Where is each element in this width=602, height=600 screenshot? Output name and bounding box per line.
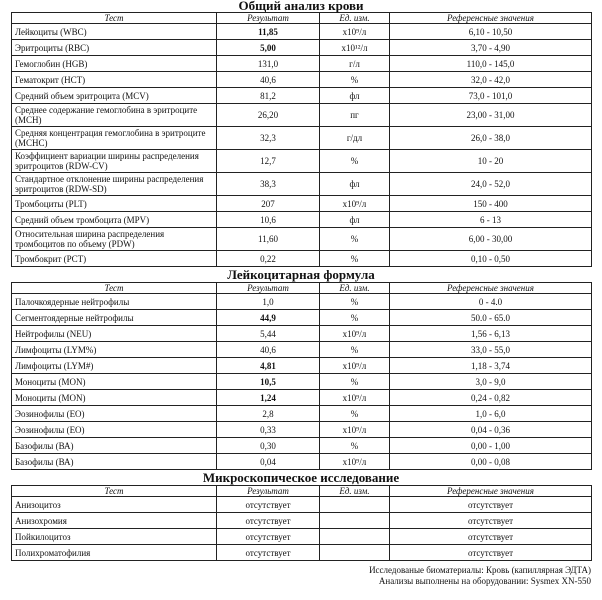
reference-cell: 3,0 - 9,0	[390, 374, 592, 390]
footer-notes	[369, 565, 591, 587]
reference-cell: 1,18 - 3,74	[390, 358, 592, 374]
test-name-cell: Коэффициент вариации ширины распределения эритроцитов (RDW-CV)	[12, 150, 217, 173]
result-cell: 32,3	[217, 127, 320, 150]
unit-cell: пг	[320, 104, 390, 127]
table-row	[12, 212, 592, 228]
table-row	[12, 529, 592, 545]
reference-cell: 10 - 20	[390, 150, 592, 173]
reference-cell: 0,00 - 0,08	[390, 454, 592, 470]
unit-cell: %	[320, 310, 390, 326]
result-cell: 11,85	[217, 24, 320, 40]
unit-cell: фл	[320, 88, 390, 104]
reference-cell: 3,70 - 4,90	[390, 40, 592, 56]
table-row	[12, 497, 592, 513]
reference-cell: отсутствует	[390, 529, 592, 545]
reference-cell: 0,24 - 0,82	[390, 390, 592, 406]
unit-cell: x10⁹/л	[320, 358, 390, 374]
result-cell: 131,0	[217, 56, 320, 72]
unit-cell: x10⁹/л	[320, 422, 390, 438]
reference-cell: отсутствует	[390, 497, 592, 513]
test-name-cell: Моноциты (MON)	[12, 374, 217, 390]
result-cell: 10,6	[217, 212, 320, 228]
test-name-cell: Анизоцитоз	[12, 497, 217, 513]
test-name-cell: Среднее содержание гемоглобина в эритроците (MCH)	[12, 104, 217, 127]
result-cell: 4,81	[217, 358, 320, 374]
table-header-row	[12, 283, 592, 294]
reference-cell: 1,56 - 6,13	[390, 326, 592, 342]
test-name-cell: Сегментоядерные нейтрофилы	[12, 310, 217, 326]
test-name-cell: Лейкоциты (WBC)	[12, 24, 217, 40]
table-row	[12, 24, 592, 40]
reference-cell: 50.0 - 65.0	[390, 310, 592, 326]
table-row	[12, 88, 592, 104]
unit-cell: %	[320, 406, 390, 422]
unit-cell	[320, 497, 390, 513]
table-row	[12, 104, 592, 127]
test-name-cell: Нейтрофилы (NEU)	[12, 326, 217, 342]
section-title-leuk: Лейкоцитарная формула	[227, 267, 375, 282]
table-row	[12, 127, 592, 150]
table-row	[12, 406, 592, 422]
table-row	[12, 40, 592, 56]
table-row	[12, 358, 592, 374]
reference-cell: 24,0 - 52,0	[390, 173, 592, 196]
header-result: Результат	[217, 486, 320, 497]
test-name-cell: Лимфоциты (LYM#)	[12, 358, 217, 374]
reference-cell: 0,10 - 0,50	[390, 251, 592, 267]
table-leuk	[11, 282, 592, 470]
unit-cell: x10⁹/л	[320, 390, 390, 406]
result-cell: 38,3	[217, 173, 320, 196]
test-name-cell: Моноциты (MON)	[12, 390, 217, 406]
header-test: Тест	[12, 283, 217, 294]
unit-cell: %	[320, 228, 390, 251]
unit-cell: x10¹²/л	[320, 40, 390, 56]
test-name-cell: Лимфоциты (LYM%)	[12, 342, 217, 358]
result-cell: 40,6	[217, 72, 320, 88]
result-cell: 0,33	[217, 422, 320, 438]
table-row	[12, 545, 592, 561]
table-row	[12, 374, 592, 390]
unit-cell: x10⁹/л	[320, 454, 390, 470]
table-row	[12, 251, 592, 267]
test-name-cell: Базофилы (ВА)	[12, 438, 217, 454]
test-name-cell: Тромбоциты (PLT)	[12, 196, 217, 212]
table-row	[12, 438, 592, 454]
table-row	[12, 150, 592, 173]
reference-cell: 26,0 - 38,0	[390, 127, 592, 150]
reference-cell: 0 - 4.0	[390, 294, 592, 310]
reference-cell: 6,00 - 30,00	[390, 228, 592, 251]
header-unit: Ед. изм.	[320, 283, 390, 294]
unit-cell	[320, 529, 390, 545]
table-blood	[11, 12, 592, 267]
reference-cell: 6 - 13	[390, 212, 592, 228]
header-result: Результат	[217, 283, 320, 294]
reference-cell: 0,00 - 1,00	[390, 438, 592, 454]
table-row	[12, 72, 592, 88]
unit-cell: %	[320, 294, 390, 310]
test-name-cell: Эозинофилы (ЕО)	[12, 406, 217, 422]
table-row	[12, 342, 592, 358]
header-ref: Референсные значения	[390, 13, 592, 24]
result-cell: 1,0	[217, 294, 320, 310]
result-cell: 40,6	[217, 342, 320, 358]
unit-cell: x10⁹/л	[320, 326, 390, 342]
header-unit: Ед. изм.	[320, 13, 390, 24]
unit-cell: %	[320, 72, 390, 88]
header-test: Тест	[12, 13, 217, 24]
footer-biomaterial: Исследованые биоматериалы: Кровь (капиллярная ЭДТА)	[369, 565, 591, 575]
header-unit: Ед. изм.	[320, 486, 390, 497]
result-cell: 12,7	[217, 150, 320, 173]
unit-cell: г/дл	[320, 127, 390, 150]
test-name-cell: Эритроциты (RBC)	[12, 40, 217, 56]
section-title-micro: Микроскопическое исследование	[202, 470, 400, 485]
table-row	[12, 294, 592, 310]
unit-cell: x10⁹/л	[320, 196, 390, 212]
table-header-row	[12, 13, 592, 24]
header-test: Тест	[12, 486, 217, 497]
table-row	[12, 422, 592, 438]
lab-report	[11, 0, 591, 561]
header-ref: Референсные значения	[390, 283, 592, 294]
table-row	[12, 454, 592, 470]
unit-cell: x10⁹/л	[320, 24, 390, 40]
table-row	[12, 173, 592, 196]
test-name-cell: Средний объем тромбоцита (MPV)	[12, 212, 217, 228]
test-name-cell: Гемоглобин (HGB)	[12, 56, 217, 72]
reference-cell: 1,0 - 6,0	[390, 406, 592, 422]
result-cell: 0,30	[217, 438, 320, 454]
unit-cell: %	[320, 251, 390, 267]
table-row	[12, 326, 592, 342]
table-micro	[11, 485, 592, 561]
reference-cell: отсутствует	[390, 513, 592, 529]
test-name-cell: Средняя концентрация гемоглобина в эритроците (MCHC)	[12, 127, 217, 150]
reference-cell: 150 - 400	[390, 196, 592, 212]
result-cell: 0,22	[217, 251, 320, 267]
reference-cell: 32,0 - 42,0	[390, 72, 592, 88]
unit-cell	[320, 545, 390, 561]
result-cell: отсутствует	[217, 513, 320, 529]
unit-cell	[320, 513, 390, 529]
result-cell: 2,8	[217, 406, 320, 422]
unit-cell: фл	[320, 173, 390, 196]
footer-equipment: Анализы выполнены на оборудовании: Sysmex XN-550	[378, 576, 591, 586]
reference-cell: 23,00 - 31,00	[390, 104, 592, 127]
test-name-cell: Палочкоядерные нейтрофилы	[12, 294, 217, 310]
result-cell: 0,04	[217, 454, 320, 470]
result-cell: отсутствует	[217, 497, 320, 513]
test-name-cell: Гематокрит (HCT)	[12, 72, 217, 88]
result-cell: отсутствует	[217, 529, 320, 545]
test-name-cell: Базофилы (ВА)	[12, 454, 217, 470]
table-row	[12, 56, 592, 72]
table-row	[12, 310, 592, 326]
unit-cell: г/л	[320, 56, 390, 72]
table-header-row	[12, 486, 592, 497]
unit-cell: %	[320, 438, 390, 454]
unit-cell: %	[320, 150, 390, 173]
test-name-cell: Эозинофилы (ЕО)	[12, 422, 217, 438]
test-name-cell: Тромбокрит (PCT)	[12, 251, 217, 267]
result-cell: отсутствует	[217, 545, 320, 561]
unit-cell: фл	[320, 212, 390, 228]
result-cell: 207	[217, 196, 320, 212]
table-row	[12, 513, 592, 529]
result-cell: 5,44	[217, 326, 320, 342]
test-name-cell: Пойкилоцитоз	[12, 529, 217, 545]
table-row	[12, 228, 592, 251]
result-cell: 26,20	[217, 104, 320, 127]
result-cell: 44,9	[217, 310, 320, 326]
header-ref: Референсные значения	[390, 486, 592, 497]
result-cell: 81,2	[217, 88, 320, 104]
table-row	[12, 390, 592, 406]
result-cell: 5,00	[217, 40, 320, 56]
result-cell: 10,5	[217, 374, 320, 390]
table-row	[12, 196, 592, 212]
section-title-blood: Общий анализ крови	[238, 0, 364, 13]
test-name-cell: Стандартное отклонение ширины распределения эритроцитов (RDW-SD)	[12, 173, 217, 196]
result-cell: 11,60	[217, 228, 320, 251]
reference-cell: 33,0 - 55,0	[390, 342, 592, 358]
test-name-cell: Анизохромия	[12, 513, 217, 529]
test-name-cell: Относительная ширина распределения тромбоцитов по объему (PDW)	[12, 228, 217, 251]
test-name-cell: Средний объем эритроцита (MCV)	[12, 88, 217, 104]
reference-cell: 73,0 - 101,0	[390, 88, 592, 104]
test-name-cell: Полихроматофилия	[12, 545, 217, 561]
reference-cell: 0,04 - 0,36	[390, 422, 592, 438]
header-result: Результат	[217, 13, 320, 24]
unit-cell: %	[320, 342, 390, 358]
reference-cell: 110,0 - 145,0	[390, 56, 592, 72]
result-cell: 1,24	[217, 390, 320, 406]
unit-cell: %	[320, 374, 390, 390]
reference-cell: отсутствует	[390, 545, 592, 561]
reference-cell: 6,10 - 10,50	[390, 24, 592, 40]
